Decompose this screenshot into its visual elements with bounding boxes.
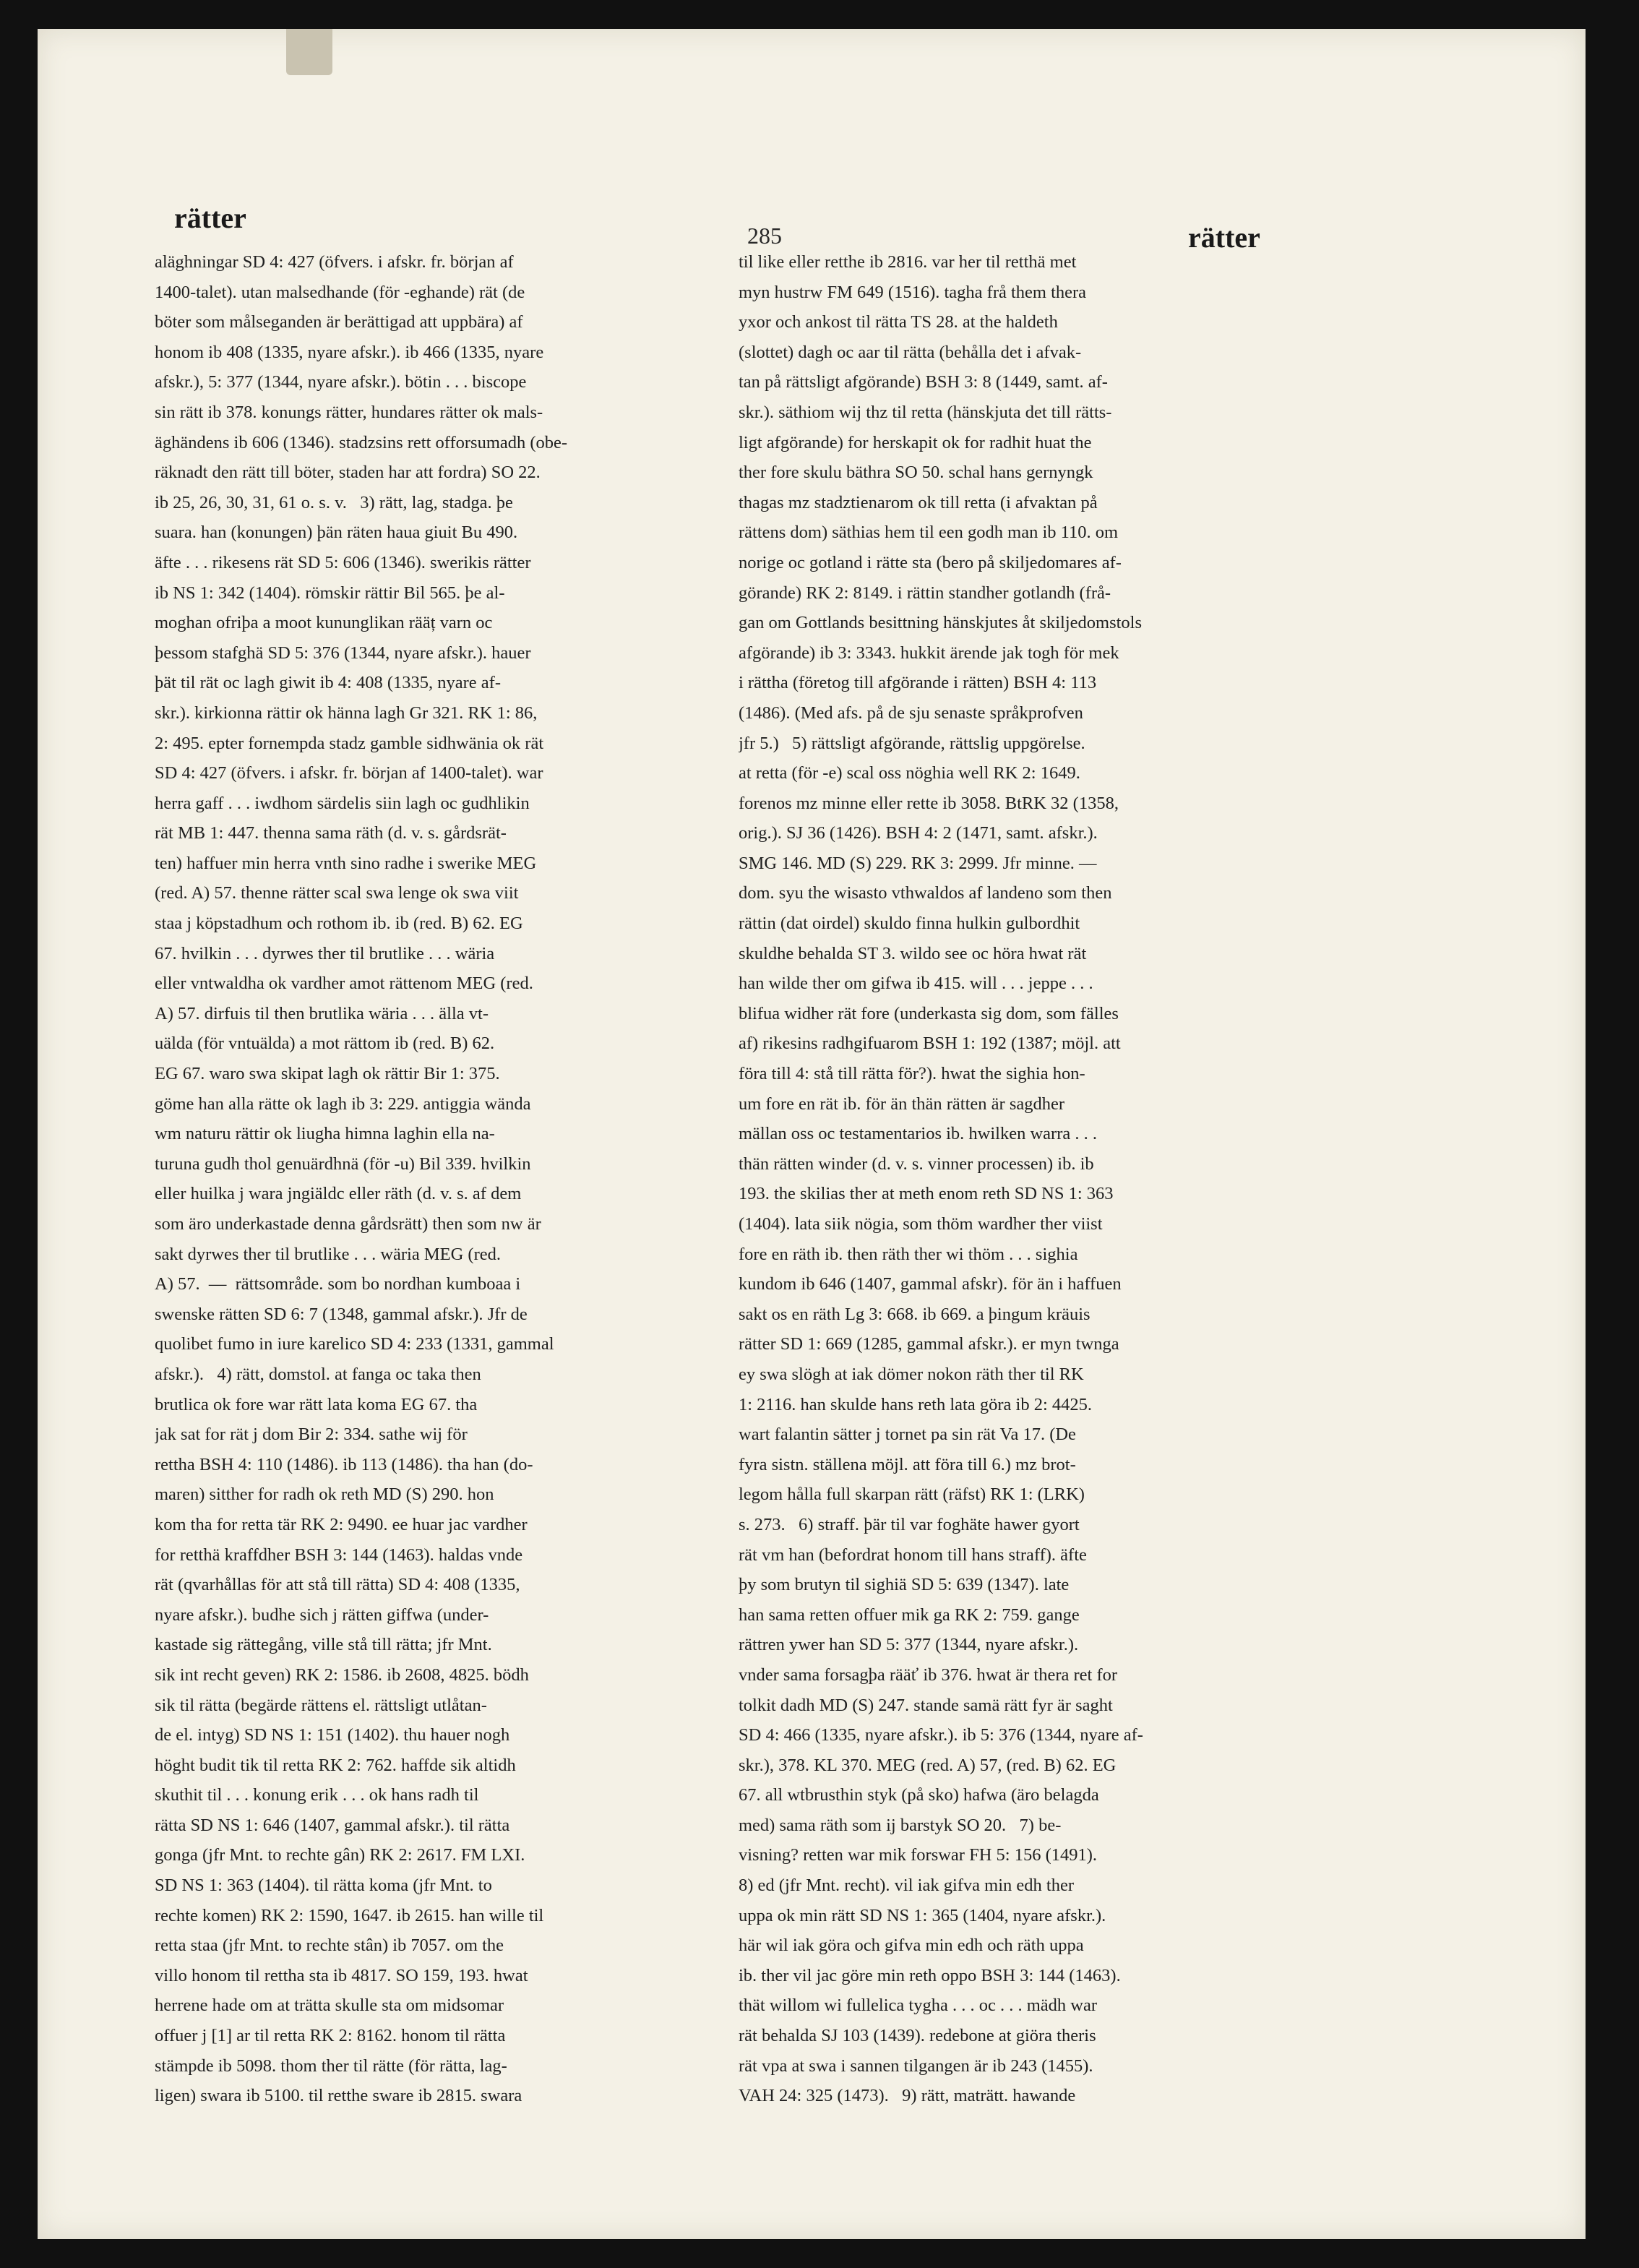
text-line: ligen) swara ib 5100. til retthe sware ib 2815. swara (155, 2086, 522, 2106)
text-line: s. 273. 6) straff. þär til var foghäte hawer gyort (739, 1514, 1080, 1534)
text-line: honom ib 408 (1335, nyare afskr.). ib 466 (1335, nyare (155, 342, 544, 362)
text-line: yxor och ankost til rätta TS 28. at the haldeth (739, 312, 1058, 332)
text-line: han sama retten offuer mik ga RK 2: 759. gange (739, 1605, 1080, 1625)
text-line: forenos mz minne eller rette ib 3058. BtRK 32 (1358, (739, 793, 1119, 813)
text-line: han wilde ther om gifwa ib 415. will . . . jeppe . . . (739, 974, 1093, 994)
text-line: ligt afgörande) for herskapit ok for radhit huat the (739, 432, 1092, 452)
text-line: i rättha (företog till afgörande i rätten) BSH 4: 113 (739, 673, 1097, 693)
text-line: mällan oss oc testamentarios ib. hwilken warra . . . (739, 1124, 1097, 1144)
text-line: þessom stafghä SD 5: 376 (1344, nyare afskr.). hauer (155, 643, 531, 663)
running-head-left: rätter (174, 202, 246, 234)
text-line: quolibet fumo in iure karelico SD 4: 233 (1331, gammal (155, 1334, 554, 1354)
running-head-right: rätter (1188, 221, 1260, 254)
text-line: afskr.), 5: 377 (1344, nyare afskr.). bötin . . . biscope (155, 372, 527, 392)
text-line: rät behalda SJ 103 (1439). redebone at giöra theris (739, 2026, 1096, 2046)
text-line: for retthä kraffdher BSH 3: 144 (1463). haldas vnde (155, 1545, 523, 1565)
text-line: skr.). kirkionna rättir ok hänna lagh Gr 321. RK 1: 86, (155, 703, 538, 723)
text-line: thagas mz stadztienarom ok till retta (i afvaktan på (739, 492, 1098, 512)
text-line: ib 25, 26, 30, 31, 61 o. s. v. 3) rätt, lag, stadga. þe (155, 492, 513, 512)
text-line: nyare afskr.). budhe sich j rätten giffwa (under- (155, 1605, 489, 1625)
text-line: sin rätt ib 378. konungs rätter, hundares rätter ok mals- (155, 402, 543, 422)
text-line: de el. intyg) SD NS 1: 151 (1402). thu hauer nogh (155, 1725, 510, 1745)
text-line: ib NS 1: 342 (1404). römskir rättir Bil 565. þe al- (155, 583, 505, 603)
text-line: herra gaff . . . iwdhom särdelis siin lagh oc gudhlikin (155, 793, 530, 813)
dictionary-page (38, 29, 1586, 2239)
text-line: til like eller retthe ib 2816. var her til retthä met (739, 252, 1077, 272)
text-line: rättren ywer han SD 5: 377 (1344, nyare afskr.). (739, 1635, 1079, 1655)
text-line: 1: 2116. han skulde hans reth lata göra ib 2: 4425. (739, 1394, 1092, 1414)
text-line: 2: 495. epter fornempda stadz gamble sidhwänia ok rät (155, 733, 544, 753)
text-line: afgörande) ib 3: 3343. hukkit ärende jak togh för mek (739, 643, 1119, 663)
text-line: stämpde ib 5098. thom ther til rätte (för rätta, lag- (155, 2056, 507, 2076)
text-line: 1400-talet). utan malsedhande (för -eghande) rät (de (155, 282, 525, 302)
text-line: þy som brutyn til sighiä SD 5: 639 (1347). late (739, 1575, 1070, 1595)
text-line: ib. ther vil jac göre min reth oppo BSH 3: 144 (1463). (739, 1965, 1121, 1985)
text-line: kom tha for retta tär RK 2: 9490. ee huar jac vardher (155, 1514, 528, 1534)
text-line: skuthit til . . . konung erik . . . ok hans radh til (155, 1785, 479, 1805)
text-line: SMG 146. MD (S) 229. RK 3: 2999. Jfr minne. — (739, 853, 1097, 873)
text-line: villo honom til rettha sta ib 4817. SO 159, 193. hwat (155, 1965, 528, 1985)
scan-tab-mark (286, 29, 332, 75)
text-line: retta staa (jfr Mnt. to rechte stân) ib 7057. om the (155, 1936, 504, 1956)
text-line: turuna gudh thol genuärdhnä (för -u) Bil 339. hvilkin (155, 1154, 531, 1174)
text-line: rät vm han (befordrat honom till hans straff). äfte (739, 1545, 1087, 1565)
text-line: norige oc gotland i rätte sta (bero på skiljedomares af- (739, 552, 1122, 572)
page-number: 285 (747, 223, 782, 249)
text-line: tolkit dadh MD (S) 247. stande samä rätt fyr är saght (739, 1695, 1113, 1715)
text-line: görande) RK 2: 8149. i rättin standher gotlandh (frå- (739, 583, 1111, 603)
text-line: rät (qvarhållas för att stå till rätta) SD 4: 408 (1335, (155, 1575, 520, 1595)
text-line: moghan ofriþa a moot kununglikan rääț varn oc (155, 613, 493, 633)
text-line: sakt os en räth Lg 3: 668. ib 669. a þingum kräuis (739, 1304, 1090, 1324)
text-line: rättens dom) säthias hem til een godh man ib 110. om (739, 523, 1119, 543)
text-line: tan på rättsligt afgörande) BSH 3: 8 (1449, samt. af- (739, 372, 1108, 392)
text-line: här wil iak göra och gifva min edh och räth uppa (739, 1936, 1084, 1956)
text-line: rät MB 1: 447. thenna sama räth (d. v. s. gårdsrät- (155, 823, 507, 843)
text-line: brutlica ok fore war rätt lata koma EG 67. tha (155, 1394, 478, 1414)
text-line: ey swa slögh at iak dömer nokon räth ther til RK (739, 1364, 1084, 1384)
left-column (155, 247, 718, 2111)
text-line: at retta (för -e) scal oss nöghia well RK 2: 1649. (739, 763, 1080, 783)
text-line: göme han alla rätte ok lagh ib 3: 229. antiggia wända (155, 1094, 531, 1114)
text-line: fyra sistn. ställena möjl. att föra till 6.) mz brot- (739, 1454, 1076, 1474)
text-line: ther fore skulu bäthra SO 50. schal hans gernyngk (739, 463, 1093, 483)
text-line: rätter SD 1: 669 (1285, gammal afskr.). er myn twnga (739, 1334, 1119, 1354)
text-line: sakt dyrwes ther til brutlike . . . wäria MEG (red. (155, 1244, 501, 1264)
text-line: legom hålla full skarpan rätt (räfst) RK 1: (LRK) (739, 1485, 1085, 1505)
text-line: SD 4: 466 (1335, nyare afskr.). ib 5: 376 (1344, nyare af- (739, 1725, 1143, 1745)
text-line: kundom ib 646 (1407, gammal afskr). för än i haffuen (739, 1274, 1122, 1294)
text-line: afskr.). 4) rätt, domstol. at fanga oc taka then (155, 1364, 481, 1384)
text-line: fore en räth ib. then räth ther wi thöm . . . sighia (739, 1244, 1078, 1264)
text-line: visning? retten war mik forswar FH 5: 156 (1491). (739, 1845, 1098, 1865)
text-line: wm naturu rättir ok liugha himna laghin ella na- (155, 1124, 495, 1144)
text-line: rettha BSH 4: 110 (1486). ib 113 (1486). tha han (do- (155, 1454, 533, 1474)
text-line: gonga (jfr Mnt. to rechte gân) RK 2: 2617. FM LXI. (155, 1845, 525, 1865)
text-line: SD 4: 427 (öfvers. i afskr. fr. början af 1400-talet). war (155, 763, 543, 783)
text-line: dom. syu the wisasto vthwaldos af landeno som then (739, 883, 1112, 903)
text-line: herrene hade om at trätta skulle sta om midsomar (155, 1996, 504, 2016)
text-line: myn hustrw FM 649 (1516). tagha frå them thera (739, 282, 1087, 302)
text-line: ten) haffuer min herra vnth sino radhe i swerike MEG (155, 853, 537, 873)
text-line: uälda (för vntuälda) a mot rättom ib (red. B) 62. (155, 1034, 495, 1054)
text-line: rättin (dat oirdel) skuldo finna hulkin gulbordhit (739, 914, 1080, 934)
text-line: suara. han (konungen) þän räten haua giuit Bu 490. (155, 523, 518, 543)
text-line: skuldhe behalda ST 3. wildo see oc höra hwat rät (739, 943, 1087, 963)
text-line: 67. hvilkin . . . dyrwes ther til brutlike . . . wäria (155, 943, 495, 963)
text-line: äfte . . . rikesens rät SD 5: 606 (1346). swerikis rätter (155, 552, 531, 572)
text-line: swenske rätten SD 6: 7 (1348, gammal afskr.). Jfr de (155, 1304, 528, 1324)
text-line: A) 57. — rättsområde. som bo nordhan kumboaa i (155, 1274, 521, 1294)
text-line: 67. all wtbrusthin styk (på sko) hafwa (äro belagda (739, 1785, 1099, 1805)
text-line: eller vntwaldha ok vardher amot rättenom MEG (red. (155, 974, 533, 994)
text-line: (slottet) dagh oc aar til rätta (behålla det i afvak- (739, 342, 1082, 362)
text-line: föra till 4: stå till rätta för?). hwat the sighia hon- (739, 1064, 1085, 1084)
text-line: eller huilka j wara jngiäldc eller räth (d. v. s. af dem (155, 1184, 522, 1204)
text-line: 8) ed (jfr Mnt. recht). vil iak gifva min edh ther (739, 1876, 1074, 1896)
text-line: kastade sig rättegång, ville stå till rätta; jfr Mnt. (155, 1635, 492, 1655)
text-line: sik int recht geven) RK 2: 1586. ib 2608, 4825. bödh (155, 1665, 529, 1685)
text-line: um fore en rät ib. för än thän rätten är sagdher (739, 1094, 1065, 1114)
text-line: rät vpa at swa i sannen tilgangen är ib 243 (1455). (739, 2056, 1093, 2076)
text-line: maren) sitther for radh ok reth MD (S) 290. hon (155, 1485, 494, 1505)
text-line: blifua widher rät fore (underkasta sig dom, som fälles (739, 1003, 1119, 1023)
text-line: SD NS 1: 363 (1404). til rätta koma (jfr Mnt. to (155, 1876, 492, 1896)
text-line: þät til rät oc lagh giwit ib 4: 408 (1335, nyare af- (155, 673, 501, 693)
text-line: thän rätten winder (d. v. s. vinner processen) ib. ib (739, 1154, 1094, 1174)
text-line: wart falantin sätter j tornet pa sin rät Va 17. (De (739, 1425, 1076, 1445)
text-line: höght budit tik til retta RK 2: 762. haffde sik altidh (155, 1755, 516, 1775)
text-line: A) 57. dirfuis til then brutlika wäria . . . älla vt- (155, 1003, 489, 1023)
text-line: (1486). (Med afs. på de sju senaste språkprofven (739, 703, 1083, 723)
text-line: (red. A) 57. thenne rätter scal swa lenge ok swa viit (155, 883, 519, 903)
text-line: rätta SD NS 1: 646 (1407, gammal afskr.). til rätta (155, 1815, 510, 1835)
text-line: af) rikesins radhgifuarom BSH 1: 192 (1387; möjl. att (739, 1034, 1121, 1054)
text-line: som äro underkastade denna gårdsrätt) then som nw är (155, 1214, 541, 1234)
text-line: böter som målseganden är berättigad att uppbära) af (155, 312, 523, 332)
text-line: aläghningar SD 4: 427 (öfvers. i afskr. fr. början af (155, 252, 514, 272)
right-column (739, 247, 1302, 2111)
text-line: sik til rätta (begärde rättens el. rättsligt utlåtan- (155, 1695, 487, 1715)
text-line: staa j köpstadhum och rothom ib. ib (red. B) 62. EG (155, 914, 523, 934)
text-line: jfr 5.) 5) rättsligt afgörande, rättslig uppgörelse. (739, 733, 1085, 753)
text-line: äghändens ib 606 (1346). stadzsins rett offorsumadh (obe- (155, 432, 568, 452)
text-line: offuer j [1] ar til retta RK 2: 8162. honom til rätta (155, 2026, 506, 2046)
text-line: orig.). SJ 36 (1426). BSH 4: 2 (1471, samt. afskr.). (739, 823, 1098, 843)
text-line: uppa ok min rätt SD NS 1: 365 (1404, nyare afskr.). (739, 1905, 1106, 1925)
text-line: med) sama räth som ij barstyk SO 20. 7) be- (739, 1815, 1062, 1835)
text-line: VAH 24: 325 (1473). 9) rätt, maträtt. hawande (739, 2086, 1076, 2106)
text-line: EG 67. waro swa skipat lagh ok rättir Bir 1: 375. (155, 1064, 500, 1084)
text-line: skr.). säthiom wij thz til retta (hänskjuta det till rätts- (739, 402, 1112, 422)
text-line: jak sat for rät j dom Bir 2: 334. sathe wij för (155, 1425, 468, 1445)
text-line: gan om Gottlands besittning hänskjutes åt skiljedomstols (739, 613, 1143, 633)
text-line: 193. the skilias ther at meth enom reth SD NS 1: 363 (739, 1184, 1114, 1204)
text-line: räknadt den rätt till böter, staden har att fordra) SO 22. (155, 463, 541, 483)
text-line: skr.), 378. KL 370. MEG (red. A) 57, (red. B) 62. EG (739, 1755, 1117, 1775)
text-line: rechte komen) RK 2: 1590, 1647. ib 2615. han wille til (155, 1905, 544, 1925)
text-line: thät willom wi fullelica tygha . . . oc . . . mädh war (739, 1996, 1098, 2016)
text-line: (1404). lata siik nögia, som thöm wardher ther viist (739, 1214, 1103, 1234)
text-line: vnder sama forsagþa rääť ib 376. hwat är thera ret for (739, 1665, 1118, 1685)
